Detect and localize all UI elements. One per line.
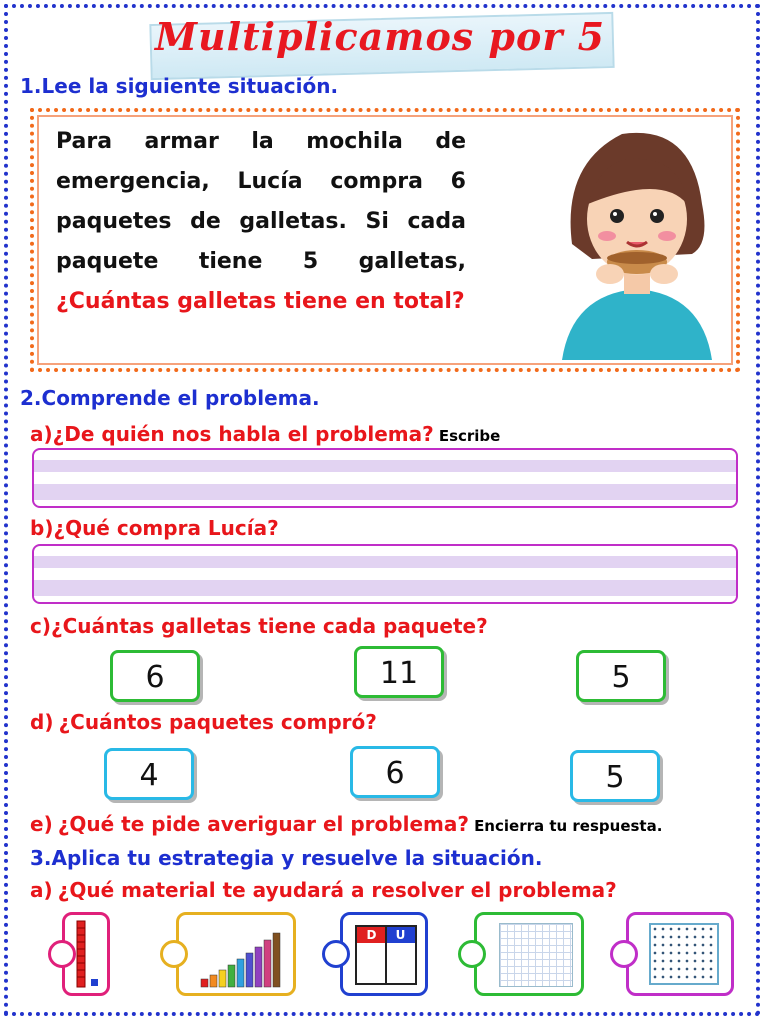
option-c-1[interactable]: 6	[110, 650, 200, 702]
story-body: Para armar la mochila de emergencia, Lucía compra 6 paquetes de galletas. Si cada paquete tiene 5 galletas,	[56, 129, 466, 274]
question-e-hint: Encierra tu respuesta.	[474, 817, 663, 835]
dot-grid-icon	[649, 923, 719, 985]
material-select-circle-4[interactable]	[458, 940, 486, 968]
place-value-table-icon	[355, 925, 417, 985]
question-b-label: b)	[30, 516, 54, 540]
girl-eating-cookie-illustration	[552, 124, 722, 360]
square-grid-icon	[499, 923, 573, 987]
bar-chart-blocks-icon	[179, 915, 293, 993]
option-d-1[interactable]: 4	[104, 748, 194, 800]
option-d-3[interactable]: 5	[570, 750, 660, 802]
question-b-text: ¿Qué compra Lucía?	[53, 516, 279, 540]
story-question: ¿Cuántas galletas tiene en total?	[56, 289, 465, 314]
material-select-circle-5[interactable]	[610, 940, 638, 968]
option-c-3[interactable]: 5	[576, 650, 666, 702]
place-value-header-u: U	[386, 927, 415, 943]
question-3a-text: ¿Qué material te ayudará a resolver el problema?	[57, 878, 617, 902]
question-a-hint: Escribe	[438, 427, 501, 445]
question-c-text: ¿Cuántas galletas tiene cada paquete?	[51, 614, 488, 638]
answer-lines-b[interactable]	[32, 544, 738, 604]
question-e-text: ¿Qué te pide averiguar el problema?	[57, 812, 469, 836]
place-value-header-d: D	[357, 927, 386, 943]
material-option-5[interactable]	[626, 912, 734, 996]
question-c	[30, 614, 488, 638]
question-c-label: c)	[30, 614, 51, 638]
material-select-circle-1[interactable]	[48, 940, 76, 968]
material-option-3[interactable]	[340, 912, 428, 996]
question-d-text: ¿Cuántos paquetes compró?	[58, 710, 377, 734]
page-title: Multiplicamos por 5	[154, 14, 606, 59]
question-d	[30, 710, 377, 734]
question-e-label: e)	[30, 812, 53, 836]
question-e	[30, 812, 662, 836]
material-option-4[interactable]	[474, 912, 584, 996]
story-text	[56, 122, 466, 322]
question-a-label: a)	[30, 422, 53, 446]
step2-heading: 2.Comprende el problema.	[20, 386, 320, 410]
question-a-text: ¿De quién nos habla el problema?	[52, 422, 434, 446]
question-a	[30, 422, 500, 446]
material-select-circle-2[interactable]	[160, 940, 188, 968]
step1-heading: 1.Lee la siguiente situación.	[20, 74, 339, 98]
question-3a	[30, 878, 617, 902]
answer-lines-a[interactable]	[32, 448, 738, 508]
material-select-circle-3[interactable]	[322, 940, 350, 968]
question-d-label: d)	[30, 710, 54, 734]
question-3a-label: a)	[30, 878, 53, 902]
question-b	[30, 516, 279, 540]
step3-heading: 3.Aplica tu estrategia y resuelve la situación.	[30, 846, 543, 870]
material-option-2[interactable]	[176, 912, 296, 996]
option-c-2[interactable]: 11	[354, 646, 444, 698]
option-d-2[interactable]: 6	[350, 746, 440, 798]
